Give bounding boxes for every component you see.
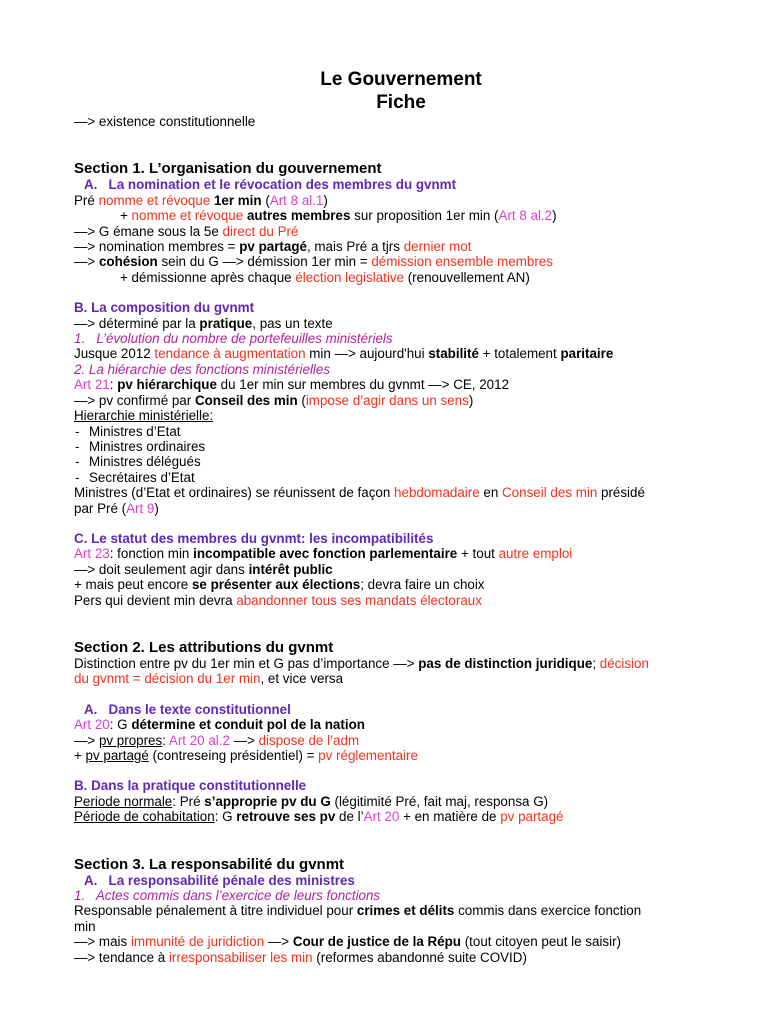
s2-a-heading: A. Dans le texte constitutionnel (84, 701, 291, 717)
s1-a-line-6: + démissionne après chaque élection legislative (renouvellement AN) (120, 269, 530, 285)
s1-b-subheading-1: 1. L’évolution du nombre de portefeuilles ministériels (74, 331, 393, 347)
s3-a-line-1: Responsable pénalement à titre individuel pour crimes et délits commis dans exercice fonction (74, 903, 642, 919)
hierarchy-item: - Ministres ordinaires (74, 439, 714, 454)
s1-c-line-4: Pers qui devient min devra abandonner tous ses mandats électoraux (74, 592, 482, 608)
section-2-title: Section 2. Les attributions du gvnmt (74, 638, 334, 656)
s1-b-subheading-2: 2. La hiérarchie des fonctions ministérielles (74, 361, 331, 377)
intro-line: —> existence constitutionnelle (74, 114, 256, 129)
document-title (74, 68, 714, 114)
s1-c-line-1: Art 23: fonction min incompatible avec fonction parlementaire + tout autre emploi (74, 546, 573, 562)
s1-b-line-5: Ministres (d’Etat et ordinaires) se réunissent de façon hebdomadaire en Conseil des min présidé (74, 485, 645, 501)
s3-a-subheading-1: 1. Actes commis dans l’exercice de leurs fonctions (74, 888, 381, 904)
s1-b-heading: B. La composition du gvnmt (74, 300, 255, 316)
s3-a-line-3: —> tendance à irresponsabiliser les min (reformes abandonné suite COVID) (74, 949, 527, 965)
hierarchy-title: Hierarchie ministérielle: (74, 408, 214, 424)
s3-a-line-2: —> mais immunité de juridiction —> Cour de justice de la Répu (tout citoyen peut le saisir) (74, 934, 622, 950)
s1-c-heading: C. Le statut des membres du gvnmt: les incompatibilités (74, 530, 434, 546)
s2-a-line-1: Art 20: G détermine et conduit pol de la nation (74, 717, 365, 733)
s1-b-line-6: par Pré (Art 9) (74, 500, 159, 516)
s1-b-line-1: —> déterminé par la pratique, pas un texte (74, 315, 333, 331)
s1-a-line-3: —> G émane sous la 5e direct du Pré (74, 223, 299, 239)
title-line-2: Fiche (376, 92, 426, 113)
s1-a-line-4: —> nomination membres = pv partagé, mais Pré a tjrs dernier mot (74, 239, 472, 255)
s2-a-line-2: —> pv propres: Art 20 al.2 —> dispose de l’adm (74, 732, 360, 748)
s2-a-line-3: + pv partagé (contreseing présidentiel) = pv réglementaire (74, 748, 418, 763)
s1-a-heading: A. La nomination et le révocation des membres du gvnmt (84, 177, 457, 193)
s1-b-line-4: —> pv confirmé par Conseil des min (impose d’agir dans un sens) (74, 392, 474, 408)
s1-a-line-2: + nomme et révoque autres membres sur proposition 1er min (Art 8 al.2) (120, 208, 557, 224)
s1-b-line-2: Jusque 2012 tendance à augmentation min —> aujourd'hui stabilité + totalement paritaire (74, 346, 614, 362)
hierarchy-item: - Ministres d’Etat (74, 424, 714, 439)
section-3-title: Section 3. La responsabilité du gvnmt (74, 855, 345, 873)
s2-line-2: du gvnmt = décision du 1er min, et vice versa (74, 671, 344, 687)
s2-b-heading: B. Dans la pratique constitutionnelle (74, 778, 307, 794)
s2-line-1: Distinction entre pv du 1er min et G pas d’importance —> pas de distinction juridique; décision (74, 655, 649, 671)
s1-a-line-1: Pré nomme et révoque 1er min (Art 8 al.1) (74, 192, 328, 208)
hierarchy-item: - Secrétaires d’Etat (74, 470, 714, 485)
section-1-title: Section 1. L’organisation du gouvernement (74, 160, 382, 178)
s3-a-line-1b: min (74, 918, 96, 934)
s1-b-line-3: Art 21: pv hiérarchique du 1er min sur membres du gvnmt —> CE, 2012 (74, 377, 510, 393)
s2-b-line-1: Periode normale: Pré s’approprie pv du G (légitimité Pré, fait maj, responsa G) (74, 793, 549, 809)
s1-c-line-3: + mais peut encore se présenter aux élections; devra faire un choix (74, 577, 485, 593)
hierarchy-item: - Ministres délégués (74, 454, 714, 469)
s3-a-heading: A. La responsabilité pénale des ministres (84, 872, 355, 888)
s1-c-line-2: —> doit seulement agir dans intérêt public (74, 561, 333, 577)
document-page (74, 68, 714, 965)
title-line-1: Le Gouvernement (320, 69, 482, 90)
s1-a-line-5: —> cohésion sein du G —> démission 1er min = démission ensemble membres (74, 254, 553, 270)
s2-b-line-2: Période de cohabitation: G retrouve ses pv de l’Art 20 + en matière de pv partagé (74, 809, 564, 825)
